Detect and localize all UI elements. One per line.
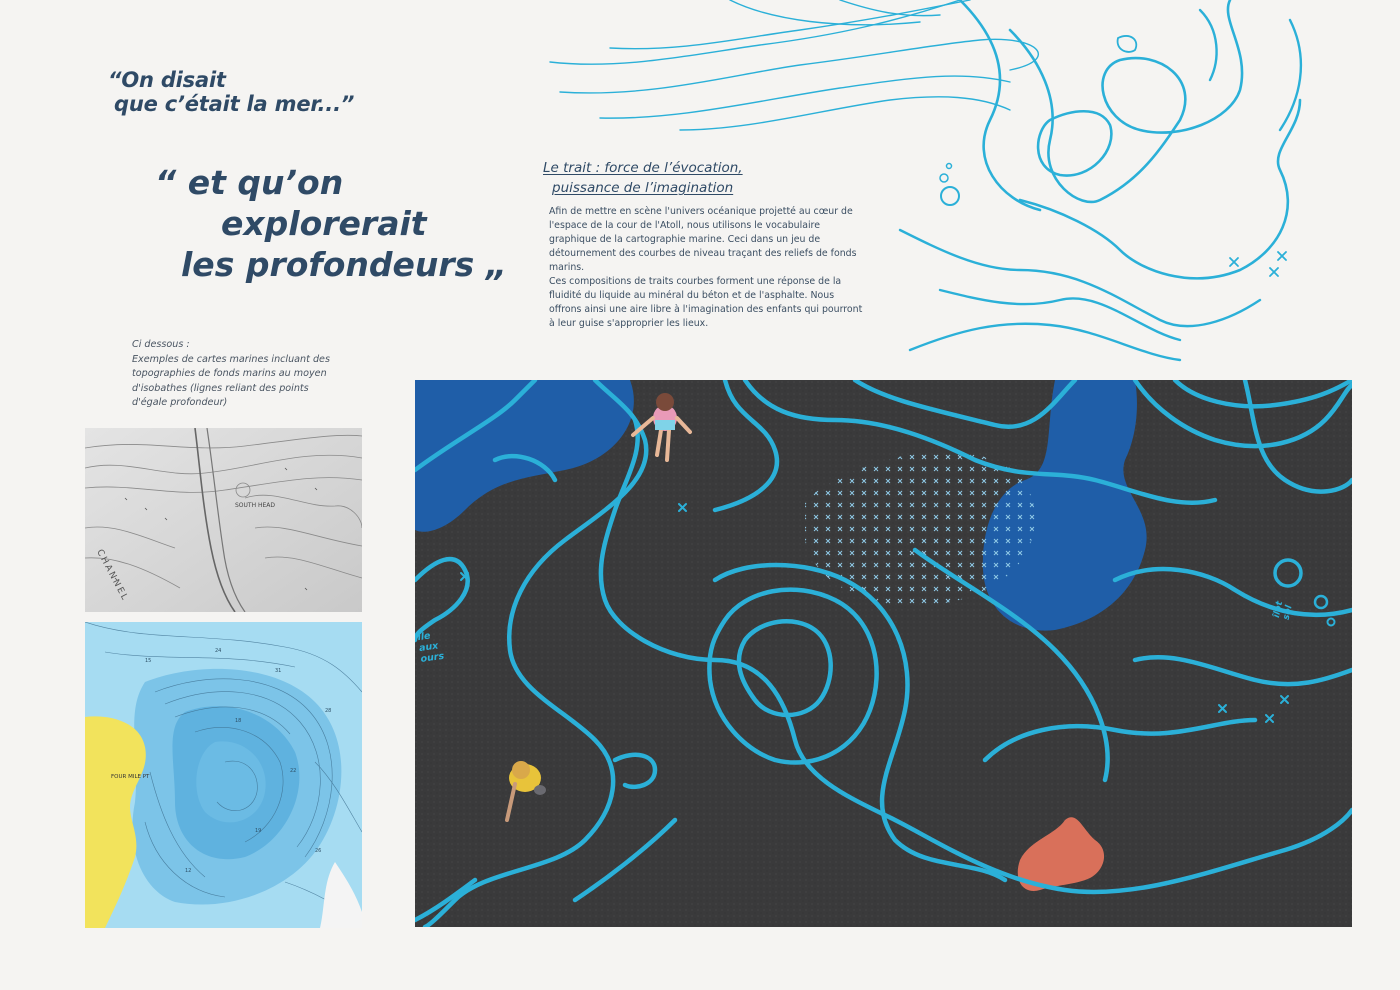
section-heading [543, 158, 863, 198]
quote-large-line3: les profondeurs „ [181, 245, 508, 284]
body-text [549, 205, 867, 331]
caption-line2: Exemples de cartes marines incluant des [132, 353, 330, 365]
quote-small [108, 68, 408, 116]
svg-text:19: 19 [255, 828, 262, 834]
map-label-channel: CHANNEL [94, 548, 130, 604]
courtyard-ground-painting [415, 380, 1352, 927]
svg-text:15: 15 [145, 658, 152, 664]
quote-large-line1: “ et qu’on [155, 163, 344, 202]
quote-small-line1: “On disait [108, 68, 226, 92]
quote-small-line2: que c’était la mer...” [114, 92, 355, 116]
label-ilot-sol: îlot sol [1271, 600, 1295, 621]
quote-large [155, 162, 515, 285]
svg-text:22: 22 [290, 768, 297, 774]
body-paragraph-2: Ces compositions de traits courbes forment une réponse de la fluidité du liquide au minéral du béton et de l'asphalte. Nous offrons ainsi une aire libre à l'imagination des enfants qui pourront à leur guise s'approprier les lieux. [549, 276, 863, 329]
caption-line4: d'isobathes (lignes reliant des points [132, 382, 309, 394]
caption-line5: d'égale profondeur) [132, 397, 228, 408]
map-label-four-mile: FOUR MILE PT [111, 774, 150, 780]
svg-text:28: 28 [325, 708, 332, 714]
svg-text:26: 26 [315, 848, 322, 854]
caption-line1: Ci dessous : [132, 339, 190, 350]
nautical-chart-grayscale [85, 428, 362, 612]
section-heading-line2: puissance de l’imagination [552, 180, 734, 196]
svg-text:12: 12 [185, 868, 192, 874]
map-label-south-head: SOUTH HEAD [235, 502, 276, 509]
quote-large-line2: explorerait [221, 204, 427, 243]
maps-caption [132, 338, 372, 411]
svg-text:31: 31 [275, 668, 282, 674]
body-paragraph-1: Afin de mettre en scène l'univers océanique projetté au cœur de l'espace de la cour de l'Atoll, nous utilisons le vocabulaire graphique de la cartographie marine. Ceci dans un jeu de détournement des courbes de niveau traçant des reliefs de fonds marins. [549, 206, 857, 273]
svg-text:18: 18 [235, 718, 242, 724]
label-ile-aux-ours: île aux ours [416, 630, 445, 665]
svg-text:24: 24 [215, 648, 222, 654]
section-heading-line1: Le trait : force de l’évocation, [543, 160, 743, 176]
caption-line3: topographies de fonds marins au moyen [132, 368, 327, 379]
bathymetric-chart [85, 622, 362, 928]
